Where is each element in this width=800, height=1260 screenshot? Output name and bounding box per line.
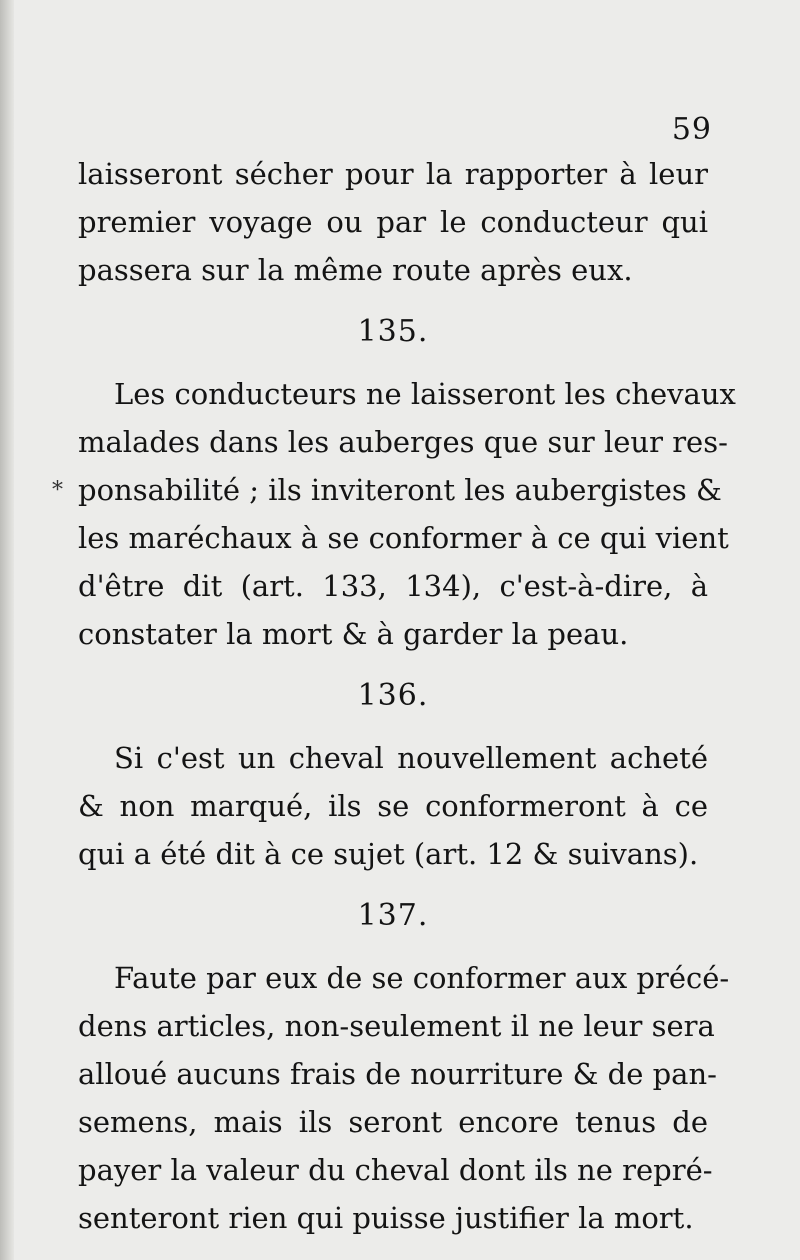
article-number: 136.: [357, 678, 429, 713]
article-number: 137.: [357, 898, 429, 933]
text-line: & non marqué, ils se conformeront à ce: [78, 789, 708, 823]
text-line: les maréchaux à se conformer à ce qui vient: [78, 521, 729, 555]
text-line: alloué aucuns frais de nourriture & de pan-: [78, 1057, 717, 1091]
text-line: Si c'est un cheval nouvellement acheté: [114, 741, 708, 775]
text-line: senteront rien qui puisse justifier la mort.: [78, 1201, 694, 1235]
article-number: 135.: [357, 314, 429, 349]
text-line: passera sur la même route après eux.: [78, 253, 633, 287]
article-136: [78, 658, 708, 878]
article-137: [78, 878, 730, 1242]
paragraph-intro: [78, 150, 708, 294]
text-line: laisseront sécher pour la rapporter à leur: [78, 157, 708, 191]
page-edge-shadow: [0, 0, 14, 1260]
text-line: payer la valeur du cheval dont ils ne repré-: [78, 1153, 713, 1187]
text-line: semens, mais ils seront encore tenus de: [78, 1105, 708, 1139]
page-number: 59: [671, 112, 712, 147]
text-line: dens articles, non-seulement il ne leur sera: [78, 1009, 715, 1043]
text-line: qui a été dit à ce sujet (art. 12 & suivans).: [78, 837, 699, 871]
text-line: constater la mort & à garder la peau.: [78, 617, 629, 651]
text-block: [78, 150, 736, 1242]
article-135: [78, 294, 736, 658]
text-line: d'être dit (art. 133, 134), c'est-à-dire, à: [78, 569, 708, 603]
text-line: ponsabilité ; ils inviteront les aubergistes &: [78, 473, 722, 507]
text-line: Les conducteurs ne laisseront les chevaux: [114, 377, 736, 411]
text-line: malades dans les auberges que sur leur res-: [78, 425, 728, 459]
margin-mark: *: [52, 478, 63, 503]
text-line: premier voyage ou par le conducteur qui: [78, 205, 708, 239]
text-line: Faute par eux de se conformer aux précé-: [114, 961, 730, 995]
